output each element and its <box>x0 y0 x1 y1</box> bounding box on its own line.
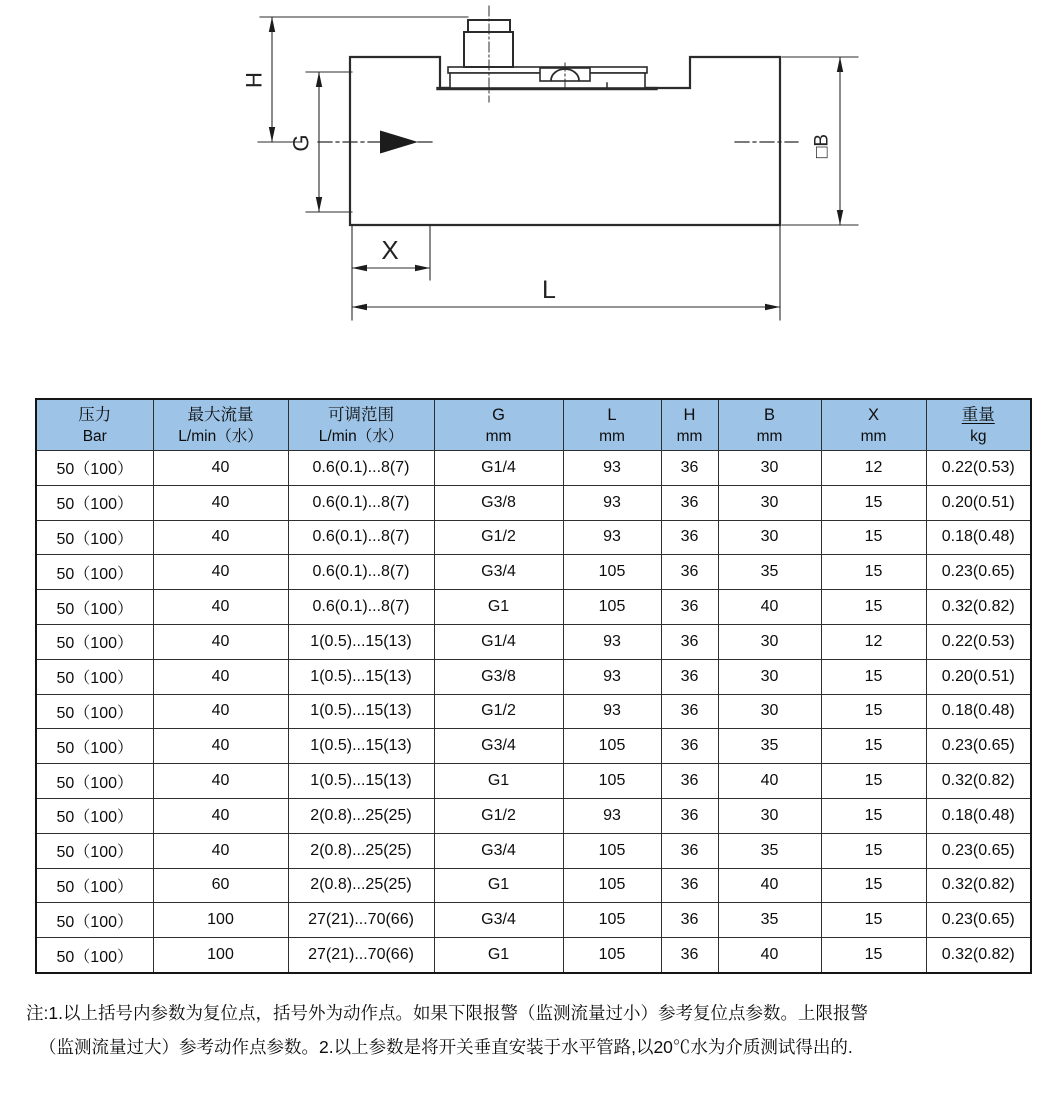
table-row <box>36 659 1031 694</box>
column-header <box>926 399 1031 451</box>
table-cell: 15 <box>821 520 926 555</box>
table-cell: 15 <box>821 798 926 833</box>
table-cell: 36 <box>661 729 718 764</box>
column-header-line1: 最大流量 <box>187 406 254 424</box>
table-cell: 0.22(0.53) <box>926 451 1031 486</box>
table-cell: 27(21)...70(66) <box>288 938 434 973</box>
table-row <box>36 764 1031 799</box>
table-cell: 105 <box>563 590 661 625</box>
table-cell: 36 <box>661 868 718 903</box>
column-header-line1: L <box>607 406 617 424</box>
table-cell: 40 <box>153 833 288 868</box>
column-header-line1: 压力 <box>78 406 112 424</box>
table-cell: 0.32(0.82) <box>926 764 1031 799</box>
table-cell: 93 <box>563 694 661 729</box>
table-cell: 15 <box>821 485 926 520</box>
table-cell: 15 <box>821 659 926 694</box>
table-cell: 30 <box>718 798 821 833</box>
table-cell: 93 <box>563 451 661 486</box>
table-cell: G3/4 <box>434 555 563 590</box>
table-cell: 0.6(0.1)...8(7) <box>288 590 434 625</box>
table-cell: 105 <box>563 555 661 590</box>
table-cell: 50（100） <box>36 903 153 938</box>
table-cell: 30 <box>718 451 821 486</box>
header-row <box>36 399 1031 451</box>
table-cell: G3/4 <box>434 729 563 764</box>
table-cell: 15 <box>821 903 926 938</box>
table-cell: 40 <box>153 451 288 486</box>
table-cell: 36 <box>661 694 718 729</box>
x-arrow-left <box>352 265 367 271</box>
h-arrow-down <box>269 127 275 142</box>
table-cell: 30 <box>718 485 821 520</box>
table-cell: 0.22(0.53) <box>926 624 1031 659</box>
table-cell: 12 <box>821 451 926 486</box>
table-cell: 30 <box>718 520 821 555</box>
table-cell: 105 <box>563 833 661 868</box>
table-cell: 105 <box>563 868 661 903</box>
table-cell: 40 <box>153 555 288 590</box>
dim-label-g: G <box>288 134 314 152</box>
table-cell: 15 <box>821 694 926 729</box>
g-arrow-down <box>316 197 322 212</box>
table-cell: 36 <box>661 798 718 833</box>
table-cell: 0.20(0.51) <box>926 485 1031 520</box>
table-cell: 0.6(0.1)...8(7) <box>288 555 434 590</box>
column-header-line1: 可调范围 <box>328 406 394 424</box>
spec-table-body <box>36 451 1031 973</box>
table-row <box>36 624 1031 659</box>
column-header <box>36 399 153 451</box>
table-cell: 50（100） <box>36 485 153 520</box>
dim-label-h: H <box>241 72 267 88</box>
table-cell: 50（100） <box>36 451 153 486</box>
table-row <box>36 729 1031 764</box>
table-cell: 35 <box>718 903 821 938</box>
table-cell: 93 <box>563 798 661 833</box>
table-cell: 36 <box>661 764 718 799</box>
table-cell: 30 <box>718 624 821 659</box>
table-cell: 0.23(0.65) <box>926 833 1031 868</box>
table-cell: G1/2 <box>434 520 563 555</box>
column-header-line2: mm <box>676 428 703 445</box>
column-header <box>434 399 563 451</box>
table-cell: 50（100） <box>36 590 153 625</box>
column-header-line1: H <box>683 406 696 424</box>
table-cell: 0.23(0.65) <box>926 903 1031 938</box>
x-arrow-right <box>415 265 430 271</box>
l-arrow-left <box>352 304 367 310</box>
dim-label-l: L <box>542 276 556 304</box>
table-cell: G1/4 <box>434 624 563 659</box>
b-arrow-down <box>837 210 843 225</box>
spec-table <box>35 398 1032 974</box>
table-cell: G3/4 <box>434 833 563 868</box>
table-cell: 50（100） <box>36 729 153 764</box>
table-cell: 36 <box>661 624 718 659</box>
table-row <box>36 798 1031 833</box>
column-header-line1: X <box>867 406 879 424</box>
spec-table-wrap <box>35 398 1030 974</box>
table-cell: 27(21)...70(66) <box>288 903 434 938</box>
table-cell: 15 <box>821 729 926 764</box>
table-cell: G1/2 <box>434 798 563 833</box>
g-arrow-up <box>316 72 322 87</box>
table-row <box>36 868 1031 903</box>
table-cell: 50（100） <box>36 868 153 903</box>
table-cell: 50（100） <box>36 764 153 799</box>
table-cell: 0.23(0.65) <box>926 555 1031 590</box>
table-cell: 36 <box>661 555 718 590</box>
table-cell: 2(0.8)...25(25) <box>288 798 434 833</box>
table-cell: 40 <box>153 624 288 659</box>
table-cell: 35 <box>718 729 821 764</box>
table-cell: 15 <box>821 833 926 868</box>
table-cell: 15 <box>821 555 926 590</box>
column-header-line2: mm <box>860 428 887 445</box>
table-cell: 1(0.5)...15(13) <box>288 659 434 694</box>
flow-switch-outline-drawing <box>0 0 1047 370</box>
table-cell: 15 <box>821 938 926 973</box>
table-cell: 40 <box>153 694 288 729</box>
table-cell: 36 <box>661 590 718 625</box>
table-cell: 0.6(0.1)...8(7) <box>288 451 434 486</box>
dimension-drawing <box>0 0 1047 370</box>
table-cell: 0.32(0.82) <box>926 868 1031 903</box>
table-cell: 93 <box>563 624 661 659</box>
dim-label-b: □B <box>811 133 833 159</box>
table-cell: 1(0.5)...15(13) <box>288 764 434 799</box>
table-cell: 50（100） <box>36 798 153 833</box>
table-cell: G3/8 <box>434 659 563 694</box>
table-cell: 40 <box>718 938 821 973</box>
dim-label-x: X <box>381 235 399 265</box>
table-cell: 40 <box>153 764 288 799</box>
table-cell: 40 <box>153 520 288 555</box>
table-cell: 60 <box>153 868 288 903</box>
table-cell: G1 <box>434 590 563 625</box>
b-arrow-up <box>837 57 843 72</box>
table-row <box>36 555 1031 590</box>
column-header-line1: B <box>763 406 775 424</box>
table-cell: 105 <box>563 938 661 973</box>
table-cell: 93 <box>563 659 661 694</box>
footnotes <box>26 996 1028 1064</box>
h-arrow-up <box>269 17 275 32</box>
table-cell: 2(0.8)...25(25) <box>288 868 434 903</box>
table-cell: 0.18(0.48) <box>926 798 1031 833</box>
column-header <box>661 399 718 451</box>
table-cell: 15 <box>821 764 926 799</box>
table-cell: G3/4 <box>434 903 563 938</box>
column-header <box>563 399 661 451</box>
table-cell: 40 <box>153 798 288 833</box>
table-cell: G1/4 <box>434 451 563 486</box>
table-cell: 35 <box>718 833 821 868</box>
table-cell: 93 <box>563 485 661 520</box>
table-cell: 1(0.5)...15(13) <box>288 729 434 764</box>
column-header <box>153 399 288 451</box>
column-header-line2: mm <box>485 428 512 445</box>
table-cell: 0.23(0.65) <box>926 729 1031 764</box>
table-cell: 12 <box>821 624 926 659</box>
table-cell: G1 <box>434 938 563 973</box>
column-header-line2: L/min（水） <box>178 428 263 445</box>
table-cell: 0.6(0.1)...8(7) <box>288 485 434 520</box>
table-cell: 30 <box>718 659 821 694</box>
table-cell: 15 <box>821 868 926 903</box>
column-header-line1: 重量 <box>961 406 995 424</box>
table-cell: 35 <box>718 555 821 590</box>
column-header <box>718 399 821 451</box>
table-row <box>36 938 1031 973</box>
table-cell: 50（100） <box>36 624 153 659</box>
table-cell: 40 <box>718 764 821 799</box>
table-cell: 15 <box>821 590 926 625</box>
table-row <box>36 694 1031 729</box>
table-cell: 50（100） <box>36 938 153 973</box>
note-line-2: （监测流量过大）参考动作点参数。2.以上参数是将开关垂直安装于水平管路,以20℃水为介质测试得出的. <box>39 1037 853 1057</box>
column-header-line1: G <box>492 406 505 424</box>
table-row <box>36 485 1031 520</box>
table-cell: 36 <box>661 833 718 868</box>
table-row <box>36 590 1031 625</box>
table-cell: 50（100） <box>36 520 153 555</box>
column-header <box>288 399 434 451</box>
table-cell: 36 <box>661 659 718 694</box>
table-cell: 105 <box>563 729 661 764</box>
spec-table-header <box>36 399 1031 451</box>
note-line-1: 注:1.以上括号内参数为复位点，括号外为动作点。如果下限报警（监测流量过小）参考复位点参数。上限报警 <box>26 1003 868 1023</box>
table-cell: 40 <box>153 485 288 520</box>
table-cell: 36 <box>661 485 718 520</box>
table-cell: 0.6(0.1)...8(7) <box>288 520 434 555</box>
column-header <box>821 399 926 451</box>
table-cell: 40 <box>718 868 821 903</box>
table-cell: 50（100） <box>36 555 153 590</box>
table-cell: G1/2 <box>434 694 563 729</box>
table-row <box>36 903 1031 938</box>
column-header-line2: kg <box>970 428 987 445</box>
table-cell: G1 <box>434 764 563 799</box>
table-cell: 50（100） <box>36 659 153 694</box>
column-header-line2: L/min（水） <box>318 428 404 445</box>
table-cell: 40 <box>153 659 288 694</box>
table-cell: 105 <box>563 764 661 799</box>
table-cell: G1 <box>434 868 563 903</box>
table-cell: 0.18(0.48) <box>926 520 1031 555</box>
column-header-line2: Bar <box>82 428 107 445</box>
table-cell: 36 <box>661 903 718 938</box>
table-row <box>36 833 1031 868</box>
table-cell: 0.18(0.48) <box>926 694 1031 729</box>
table-cell: 36 <box>661 520 718 555</box>
table-cell: 1(0.5)...15(13) <box>288 694 434 729</box>
column-header-line2: mm <box>599 428 625 445</box>
table-cell: 40 <box>153 590 288 625</box>
column-header-line2: mm <box>756 428 783 445</box>
table-row <box>36 451 1031 486</box>
flow-direction-arrow <box>380 131 418 154</box>
table-cell: 105 <box>563 903 661 938</box>
table-cell: 40 <box>153 729 288 764</box>
table-cell: G3/8 <box>434 485 563 520</box>
table-cell: 0.20(0.51) <box>926 659 1031 694</box>
table-cell: 40 <box>718 590 821 625</box>
table-cell: 1(0.5)...15(13) <box>288 624 434 659</box>
table-cell: 36 <box>661 451 718 486</box>
table-row <box>36 520 1031 555</box>
table-cell: 50（100） <box>36 694 153 729</box>
table-cell: 0.32(0.82) <box>926 938 1031 973</box>
table-cell: 2(0.8)...25(25) <box>288 833 434 868</box>
table-cell: 30 <box>718 694 821 729</box>
table-cell: 100 <box>153 938 288 973</box>
table-cell: 0.32(0.82) <box>926 590 1031 625</box>
table-cell: 93 <box>563 520 661 555</box>
l-arrow-right <box>765 304 780 310</box>
table-cell: 36 <box>661 938 718 973</box>
table-cell: 50（100） <box>36 833 153 868</box>
table-cell: 100 <box>153 903 288 938</box>
